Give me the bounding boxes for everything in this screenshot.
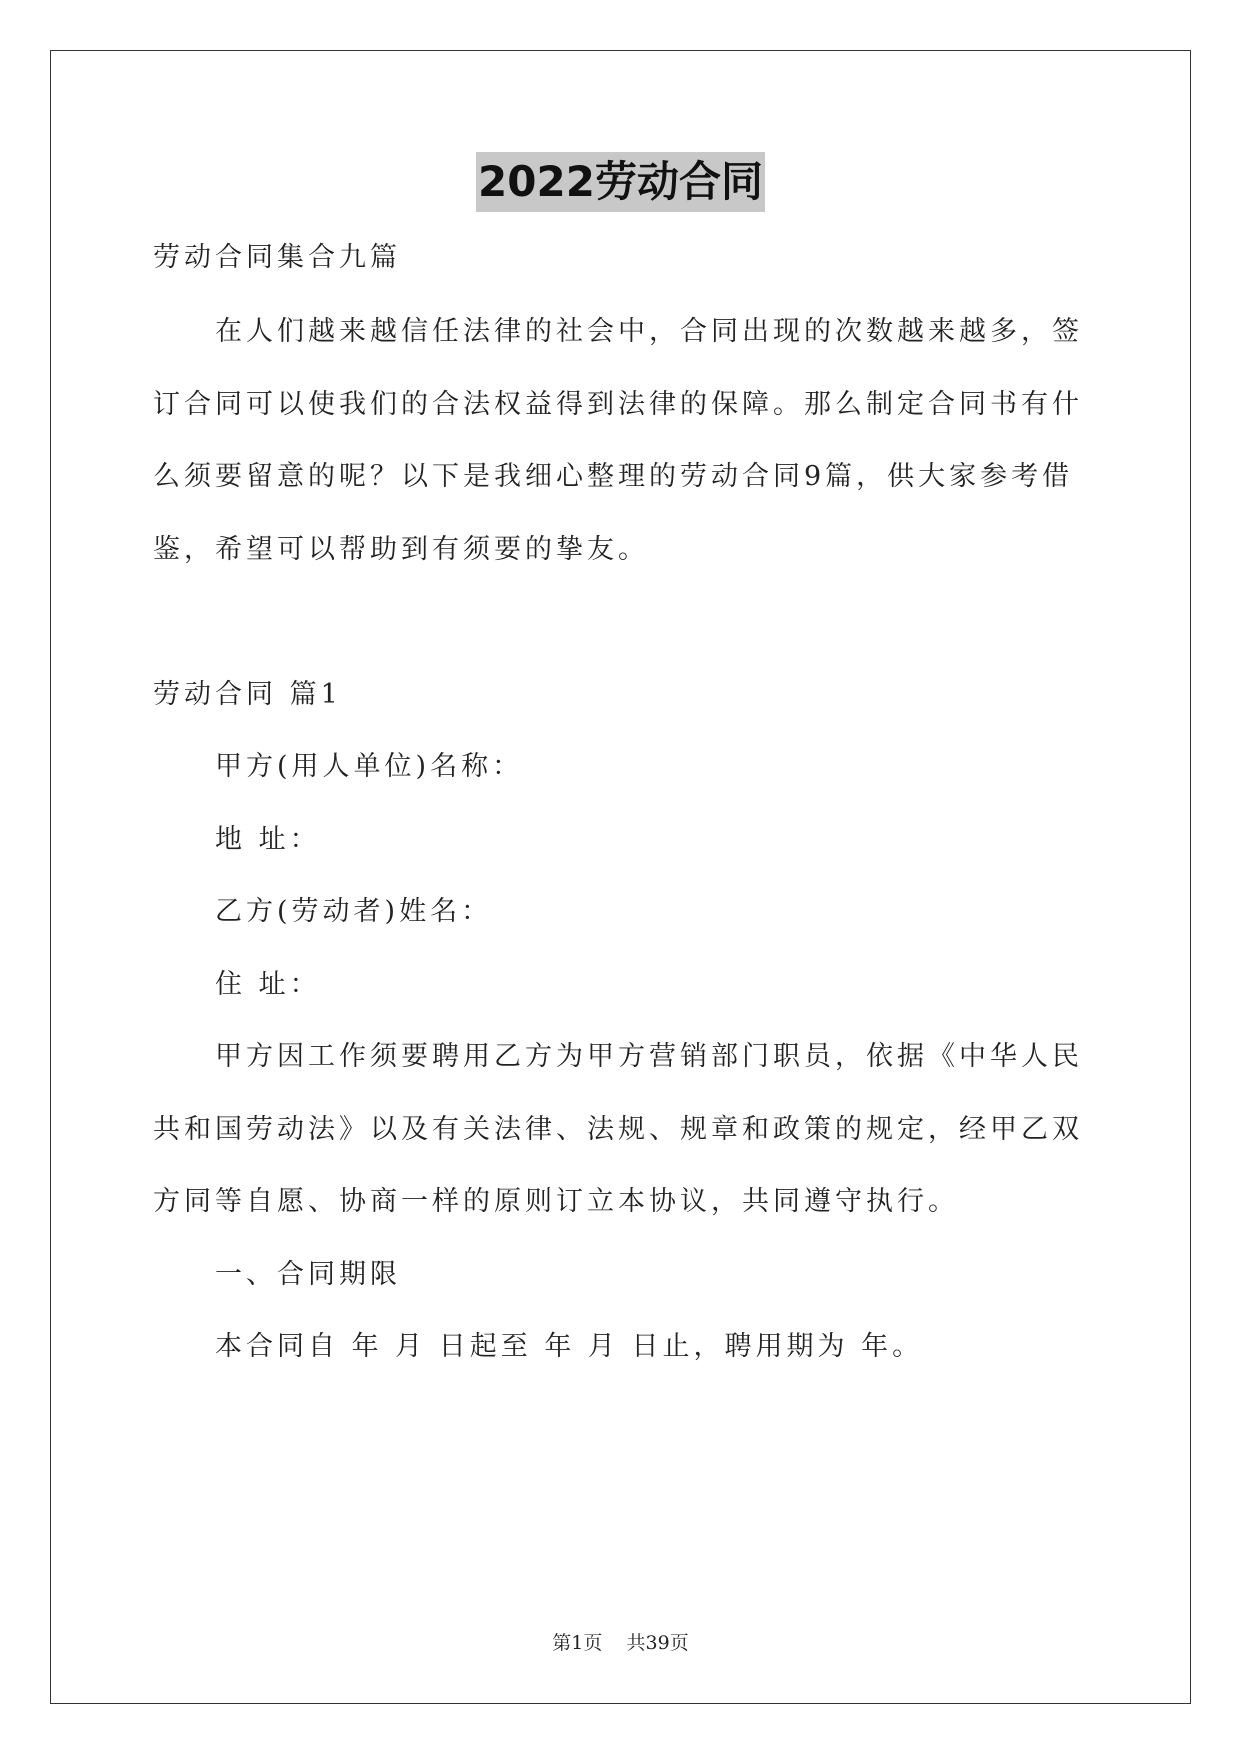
intro-line-2: 订合同可以使我们的合法权益得到法律的保障。那么制定合同书有什	[153, 389, 1083, 420]
document-subtitle: 劳动合同集合九篇	[153, 242, 401, 273]
page-border	[50, 50, 1191, 1704]
party-a-name-field: 甲方(用人单位)名称：	[215, 751, 524, 782]
clause-1-text: 本合同自 年 月 日起至 年 月 日止，聘用期为 年。	[215, 1331, 924, 1362]
page-number: 第1页	[552, 1632, 603, 1654]
intro-line-4: 鉴，希望可以帮助到有须要的挚友。	[153, 534, 649, 565]
page-footer	[0, 1628, 1241, 1655]
document-title: 2022劳动合同	[476, 152, 765, 212]
body-line-3: 方同等自愿、协商一样的原则订立本协议，共同遵守执行。	[153, 1186, 959, 1217]
party-b-address-field: 住 址：	[215, 969, 321, 1000]
intro-line-1: 在人们越来越信任法律的社会中，合同出现的次数越来越多，签	[215, 316, 1083, 347]
party-b-name-field: 乙方(劳动者)姓名：	[215, 896, 493, 927]
body-line-1: 甲方因工作须要聘用乙方为甲方营销部门职员，依据《中华人民	[215, 1041, 1083, 1072]
section-heading: 劳动合同 篇1	[153, 679, 342, 710]
title-container	[0, 152, 1241, 212]
clause-1-heading: 一、合同期限	[215, 1259, 401, 1290]
page-total: 共39页	[626, 1632, 689, 1654]
body-line-2: 共和国劳动法》以及有关法律、法规、规章和政策的规定，经甲乙双	[153, 1114, 1083, 1145]
party-a-address-field: 地 址：	[215, 824, 321, 855]
intro-line-3: 么须要留意的呢？以下是我细心整理的劳动合同9篇，供大家参考借	[153, 461, 1074, 492]
